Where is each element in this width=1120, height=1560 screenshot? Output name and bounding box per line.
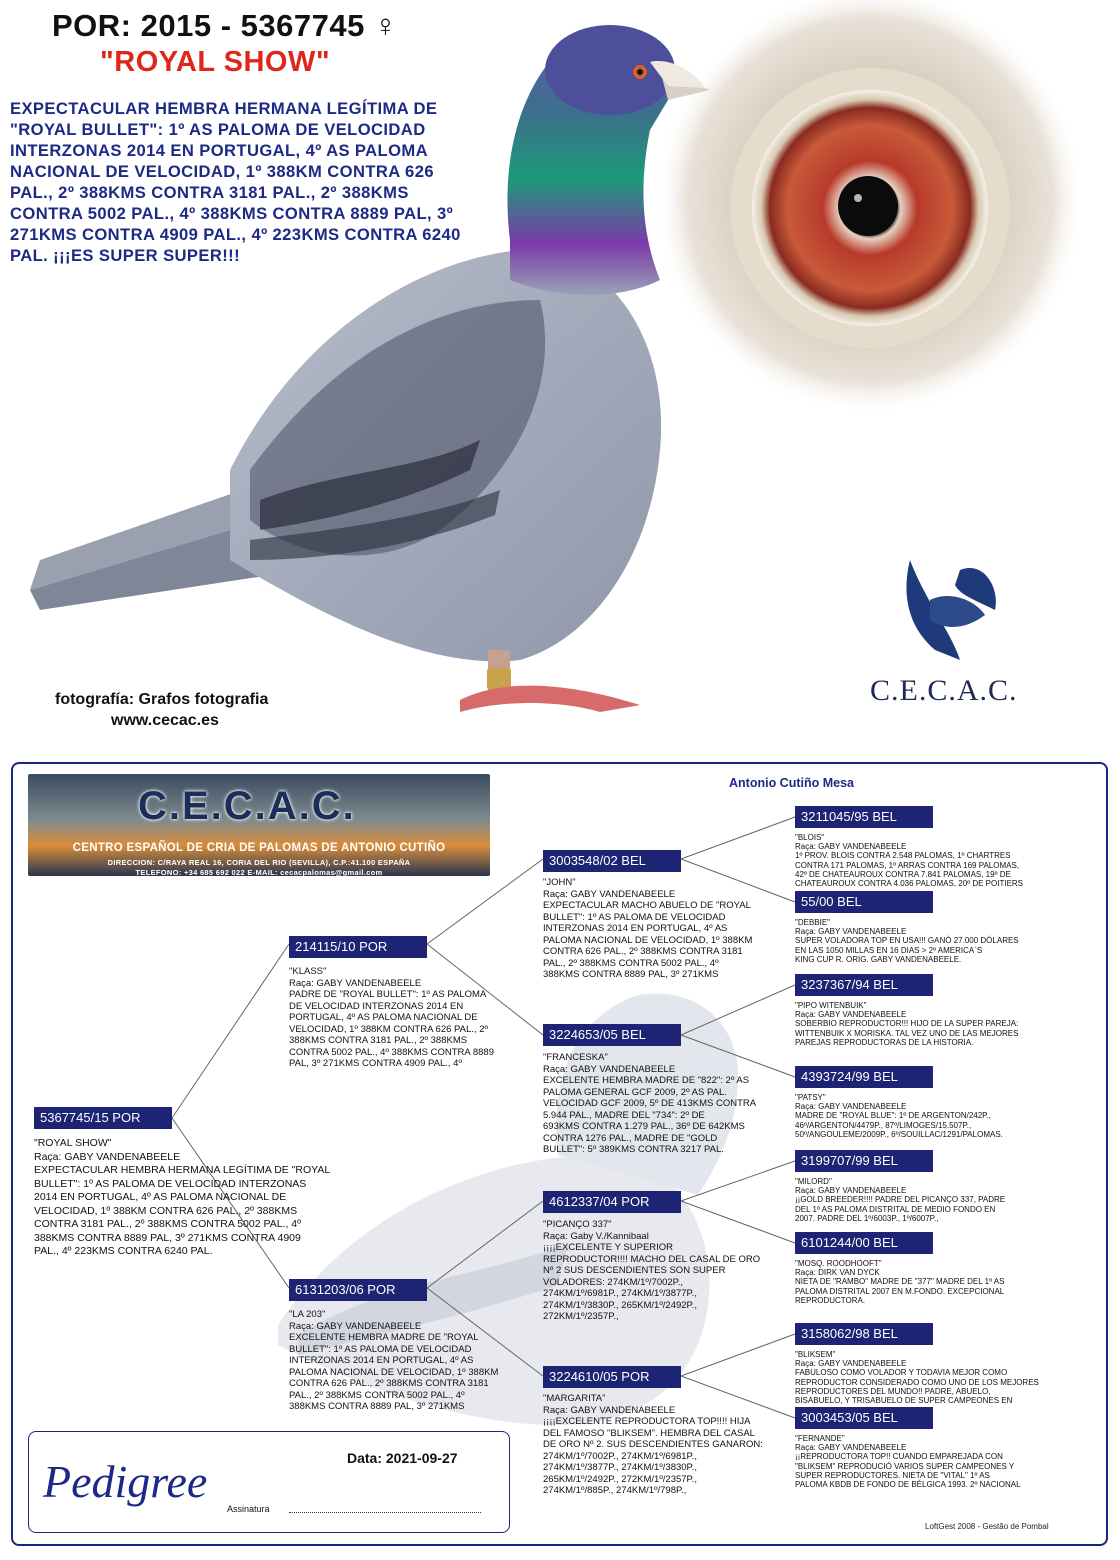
dss-info (795, 1177, 1075, 1223)
sire-sire-info (543, 877, 793, 981)
info-line: PADRE DE "ROYAL BULLET": 1º AS PALOMA (289, 989, 487, 1000)
info-line: 1º PROV. BLOIS CONTRA 2.548 PALOMAS, 1º CHARTRES (795, 851, 1011, 861)
info-line: CONTRA 171 PALOMAS, 1º ARRAS CONTRA 169 PALOMAS, (795, 860, 1020, 870)
info-line: INTERZONAS 2014 EN PORTUGAL, 4º AS (289, 1355, 474, 1366)
info-line: PAREJAS REPRODUCTORAS DE LA HISTORIA. (795, 1037, 974, 1047)
info-line: 388KMS CONTRA 8889 PAL, 3º 271KMS (289, 1401, 465, 1412)
info-line: REPRODUCTOR!!!! MACHO DEL CASAL DE ORO (543, 1253, 761, 1265)
info-line: KING CUP R. ORIG. GABY VANDENABEELE. (795, 954, 962, 964)
info-line: PAL., 4º 223KMS CONTRA 6240 PAL. (34, 1245, 213, 1257)
info-line: BULLET": 1º AS PALOMA DE VELOCIDAD (289, 1343, 472, 1355)
dam-dam-ring[interactable]: 3224610/05 POR (543, 1366, 681, 1388)
info-line: 2007. PADRE DEL 1º/6003P., 1º/6007P., (795, 1213, 939, 1223)
info-line: PAL, 3º 271KMS CONTRA 4909 PAL., 4º (289, 1058, 462, 1069)
info-line: 274KM/1º/3877P., 274KM/1º/3830P., (543, 1462, 697, 1473)
info-line: Nº 2 SUS DESCENDIENTES SON SUPER (543, 1265, 726, 1276)
info-line: Raça: GABY VANDENABEELE (543, 888, 676, 900)
info-line: REPRODUCTORA. (795, 1295, 866, 1305)
dss-ring[interactable]: 3199707/99 BEL (795, 1150, 933, 1172)
info-line: "MILORD" (795, 1177, 832, 1186)
info-line: BULLET": 1º AS PALOMA DE VELOCIDAD INTERZONAS (34, 1177, 307, 1190)
pigeon-name-title: "ROYAL SHOW" (100, 46, 331, 78)
banner-title: C.E.C.A.C. (138, 784, 356, 828)
sdd-info (795, 1093, 1075, 1139)
info-line: EN LAS 1050 MILLAS EN 16 DIAS > 2º AMERICA´S (795, 945, 983, 955)
info-line: SOBERBIO REPRODUCTOR!!! HIJO DE LA SUPER PAREJA: (795, 1019, 1019, 1029)
info-line: ¡¡¡¡EXCELENTE Y SUPERIOR (543, 1242, 674, 1253)
info-line: 388KMS CONTRA 8889 PAL, 3º 271KMS (543, 969, 719, 980)
ssd-info (795, 918, 1075, 964)
info-line: 388KMS CONTRA 3181 PAL., 2º 388KMS (289, 1035, 468, 1046)
info-line: Raça: GABY VANDENABEELE (795, 1186, 907, 1196)
photo-credit (55, 689, 305, 731)
info-line: 388KMS CONTRA 8889 PAL, 3º 271KMS CONTRA 4909 (34, 1231, 301, 1244)
info-line: DEL FAMOSO "BLIKSEM". HEMBRA DEL CASAL (543, 1427, 755, 1439)
info-line: CHATEAUROUX CONTRA 4.036 PALOMAS, 20º DE POITIERS (795, 879, 1024, 889)
software-credit: LoftGest 2008 - Gestão de Pombal (925, 1522, 1049, 1531)
info-line: Raça: GABY VANDENABEELE (795, 1443, 907, 1453)
info-line: ¡¡¡¡EXCELENTE REPRODUCTORA TOP!!!! HIJA (543, 1416, 751, 1427)
info-line: 272KM/1º/2357P., (543, 1311, 619, 1322)
info-line: "PICANÇO 337" (543, 1219, 612, 1230)
sire-ring[interactable]: 214115/10 POR (289, 936, 427, 958)
info-line: "MOSQ. ROODHOOFT" (795, 1259, 882, 1268)
info-line: PAL., 2º 388KMS CONTRA 5002 PAL., 4º (289, 1389, 465, 1401)
sdd-ring[interactable]: 4393724/99 BEL (795, 1066, 933, 1088)
info-line: 42º DE CHATEAUROUX CONTRA 7.841 PALOMAS, 19º DE (795, 869, 1011, 879)
info-line: Raça: Gaby V./Kannibaal (543, 1230, 649, 1242)
info-line: EXCELENTE HEMBRA MADRE DE "822": 2º AS (543, 1075, 750, 1086)
info-line: Raça: GABY VANDENABEELE (543, 1063, 676, 1075)
info-line: PAL., 2º 388KMS CONTRA 5002 PAL., 4º (543, 957, 719, 969)
info-line: 50º/ANGOULEME/2009P., 6º/SOUILLAC/1291/PALOMAS. (795, 1129, 1003, 1139)
info-line: WITTENBUIK X MORISKA. TAL VEZ UNO DE LAS MEJORES (795, 1028, 1019, 1038)
pedigree-script-title: Pedigree (43, 1456, 208, 1507)
ddd-info (795, 1434, 1075, 1489)
info-line: Raça: GABY VANDENABEELE (34, 1150, 181, 1163)
info-line: BULLET": 5º 389KMS CONTRA 3217 PAL. (543, 1144, 724, 1155)
dsd-info (795, 1259, 1075, 1305)
signature-box (28, 1431, 510, 1533)
dam-info (289, 1309, 534, 1413)
info-line: "BLIKSEM" REPRODUCIÓ VARIOS SUPER CAMPEONES Y (795, 1461, 1015, 1471)
info-line: "KLASS" (289, 966, 327, 977)
dsd-ring[interactable]: 6101244/00 BEL (795, 1232, 933, 1254)
info-line: "PATSY" (795, 1093, 826, 1102)
sds-ring[interactable]: 3237367/94 BEL (795, 974, 933, 996)
sire-info (289, 966, 534, 1070)
info-line: NIETA DE "RAMBO" MADRE DE "377" MADRE DEL 1º AS (795, 1277, 1005, 1287)
sds-info (795, 1001, 1075, 1047)
signature-label: Assinatura (227, 1504, 270, 1514)
info-line: INTERZONAS 2014 EN PORTUGAL, 4º AS (543, 923, 728, 934)
cecac-logo-text: C.E.C.A.C. (870, 674, 1018, 707)
info-line: PALOMA DISTRITAL 2007 EN M.FONDO. EXCEPCIONAL (795, 1286, 1005, 1296)
info-line: VELOCIDAD GCF 2009, 5º DE 413KMS CONTRA (543, 1098, 757, 1109)
info-line: EXPECTACULAR MACHO ABUELO DE "ROYAL (543, 900, 751, 911)
info-line: 274KM/1º/3830P., 265KM/1º/2492P., (543, 1299, 697, 1311)
info-line: EXPECTACULAR HEMBRA HERMANA LEGÍTIMA DE "ROYAL (34, 1164, 331, 1176)
sire-sire-ring[interactable]: 3003548/02 BEL (543, 850, 681, 872)
info-line: DE VELOCIDAD INTERZONAS 2014 EN (289, 1000, 464, 1012)
dam-sire-info (543, 1219, 793, 1323)
info-line: "LA 203" (289, 1309, 326, 1320)
info-line: "ROYAL SHOW" (34, 1137, 112, 1149)
sire-dam-ring[interactable]: 3224653/05 BEL (543, 1024, 681, 1046)
info-line: "DEBBIE" (795, 918, 831, 927)
signature-line[interactable] (289, 1512, 481, 1513)
banner-org-name: CENTRO ESPAÑOL DE CRIA DE PALOMAS DE ANTONIO CUTIÑO (72, 842, 446, 854)
info-line: Raça: GABY VANDENABEELE (289, 977, 422, 989)
info-line: BULLET": 1º AS PALOMA DE VELOCIDAD (543, 911, 726, 923)
info-line: PALOMA NACIONAL DE VELOCIDAD, 1º 388KM (543, 934, 753, 946)
info-line: PORTUGAL, 4º AS PALOMA NACIONAL DE (289, 1012, 478, 1023)
subject-ring[interactable]: 5367745/15 POR (34, 1107, 172, 1129)
info-line: PALOMA KBDB DE FONDO DE BÉLGICA 1993. 2º NACIONAL (795, 1480, 1021, 1490)
info-line: CONTRA 5002 PAL., 4º 388KMS CONTRA 8889 (289, 1046, 494, 1058)
info-line: MADRE DE "ROYAL BLUE": 1º DE ARGENTON/242P., (795, 1111, 991, 1121)
info-line: Raça: GABY VANDENABEELE (795, 1359, 907, 1369)
subject-info (34, 1137, 364, 1259)
info-line: "JOHN" (543, 877, 576, 888)
info-line: FABULOSO COMO VOLADOR Y TODAVIA MEJOR COMO (795, 1368, 1008, 1378)
info-line: CONTRA 626 PAL., 2º 388KMS CONTRA 3181 (543, 946, 743, 957)
pedigree-sheet (11, 762, 1108, 1546)
info-line: ¡¡REPRODUCTORA TOP!! CUANDO EMPAREJADA CON (795, 1452, 1003, 1462)
sire-dam-info (543, 1052, 793, 1156)
dam-ring[interactable]: 6131203/06 POR (289, 1279, 427, 1301)
info-line: EXCELENTE HEMBRA MADRE DE "ROYAL (289, 1332, 479, 1343)
ddd-ring[interactable]: 3003453/05 BEL (795, 1407, 933, 1429)
sss-ring[interactable]: 3211045/95 BEL (795, 806, 933, 828)
info-line: 693KMS CONTRA 1.279 PAL., 36º DE 642KMS (543, 1121, 745, 1132)
info-line: 274KM/1º/7002P., 274KM/1º/6981P., (543, 1450, 697, 1462)
info-line: PALOMA GENERAL GCF 2009, 2º AS PAL. (543, 1086, 727, 1098)
info-line: VOLADORES: 274KM/1º/7002P., (543, 1276, 684, 1288)
info-line: Raça: GABY VANDENABEELE (543, 1404, 676, 1416)
sss-info (795, 833, 1075, 888)
info-line: VELOCIDAD, 1º 388KM CONTRA 626 PAL., 2º 388KMS (34, 1204, 298, 1217)
dam-dam-info (543, 1393, 793, 1497)
dds-info (795, 1350, 1075, 1405)
info-line: ¡¡GOLD BREEDER!!!! PADRE DEL PICANÇO 337, PADRE (795, 1195, 1006, 1205)
info-line: REPRODUCTORES DEL MUNDO!! PADRE, ABUELO, (795, 1386, 991, 1396)
info-line: "FRANCESKA" (543, 1052, 608, 1063)
info-line: SUPER VOLADORA TOP EN USA!!! GANÓ 27.000 DÓLARES (795, 936, 1019, 946)
info-line: CONTRA 3181 PAL., 2º 388KMS CONTRA 5002 PAL., 4º (34, 1218, 301, 1230)
dds-ring[interactable]: 3158062/98 BEL (795, 1323, 933, 1345)
info-line: DEL 1º AS PALOMA DISTRITAL DE MEDIO FONDO EN (795, 1204, 996, 1214)
pigeon-description: EXPECTACULAR HEMBRA HERMANA LEGÍTIMA DE "ROYAL BULLET": 1º AS PALOMA DE VELOCIDAD INTERZONAS 2014 EN PORTUGAL, 4º AS PALOMA NACIONAL DE VELOCIDAD, 1º 388KM CONTRA 626 PAL., 2º 388KMS CONTRA 3181 PAL., 2º 388KMS CONTRA 5002 PAL., 4º 388KMS CONTRA 8889 PAL, 3º 271KMS CONTRA 4909 PAL., 4º 223KMS CONTRA 6240 PAL. ¡¡¡ES SUPER SUPER!!! (10, 99, 461, 265)
info-line: "MARGARITA" (543, 1393, 606, 1404)
info-line: DE ORO Nº 2. SUS DESCENDIENTES GANARON: (543, 1439, 763, 1450)
info-line: REPRODUCTOR CONSIDERADO COMO UNO DE LOS MEJORES (795, 1377, 1039, 1387)
photo-credit-line: fotografía: Grafos fotografia (55, 691, 269, 708)
info-line: 274KM/1º/6981P., 274KM/1º/3877P., (543, 1288, 697, 1299)
showcase-section (0, 0, 1120, 750)
info-line: Raça: GABY VANDENABEELE (795, 1010, 907, 1020)
owner-name: Antonio Cutiño Mesa (729, 776, 854, 790)
dam-sire-ring[interactable]: 4612337/04 POR (543, 1191, 681, 1213)
ssd-ring[interactable]: 55/00 BEL (795, 891, 933, 913)
website-link[interactable]: www.cecac.es (111, 712, 219, 729)
info-line: BISABUELO, Y TRISABUELO DE SUPER CAMPEONES EN (795, 1396, 1013, 1406)
page-title: POR: 2015 - 5367745 ♀ (52, 8, 398, 43)
info-line: "PIPO WITENBUIK" (795, 1001, 867, 1010)
info-line: SUPER REPRODUCTORES. NIETA DE "VITAL" 1º AS (795, 1470, 990, 1480)
info-line: Raça: DIRK VAN DYCK (795, 1268, 880, 1278)
banner-contact: TELEFONO: +34 685 692 022 E-MAIL: cecacpalomas@gmail.com (135, 868, 383, 876)
info-line: Raça: GABY VANDENABEELE (289, 1320, 422, 1332)
info-line: PALOMA NACIONAL DE VELOCIDAD, 1º 388KM (289, 1366, 499, 1378)
banner-address: DIRECCION: C/RAYA REAL 16, CORIA DEL RIO (SEVILLA), C.P.:41.100 ESPAÑA (107, 858, 411, 867)
info-line: CONTRA 626 PAL., 2º 388KMS CONTRA 3181 (289, 1378, 489, 1389)
info-line: 274KM/1º/885P., 274KM/1º/798P., (543, 1485, 687, 1496)
pedigree-date: Data: 2021-09-27 (347, 1450, 458, 1466)
info-line: 46º/ARGENTON/4479P., 87º/LIMOGES/15.507P., (795, 1120, 972, 1130)
info-line: CONTRA 1276 PAL., MADRE DE "GOLD (543, 1132, 718, 1144)
info-line: "BLIKSEM" (795, 1350, 836, 1359)
info-line: Raça: GABY VANDENABEELE (795, 927, 907, 937)
info-line: 265KM/1º/2492P., 272KM/1º/2357P., (543, 1473, 697, 1485)
info-line: 5.944 PAL., MADRE DEL "734": 2º DE (543, 1109, 705, 1121)
info-line: Raça: GABY VANDENABEELE (795, 1102, 907, 1112)
info-line: "BLOIS" (795, 833, 825, 842)
info-line: Raça: GABY VANDENABEELE (795, 842, 907, 852)
info-line: "FERNANDE" (795, 1434, 845, 1443)
info-line: 2014 EN PORTUGAL, 4º AS PALOMA NACIONAL DE (34, 1191, 287, 1203)
info-line: VELOCIDAD, 1º 388KM CONTRA 626 PAL., 2º (289, 1023, 488, 1035)
